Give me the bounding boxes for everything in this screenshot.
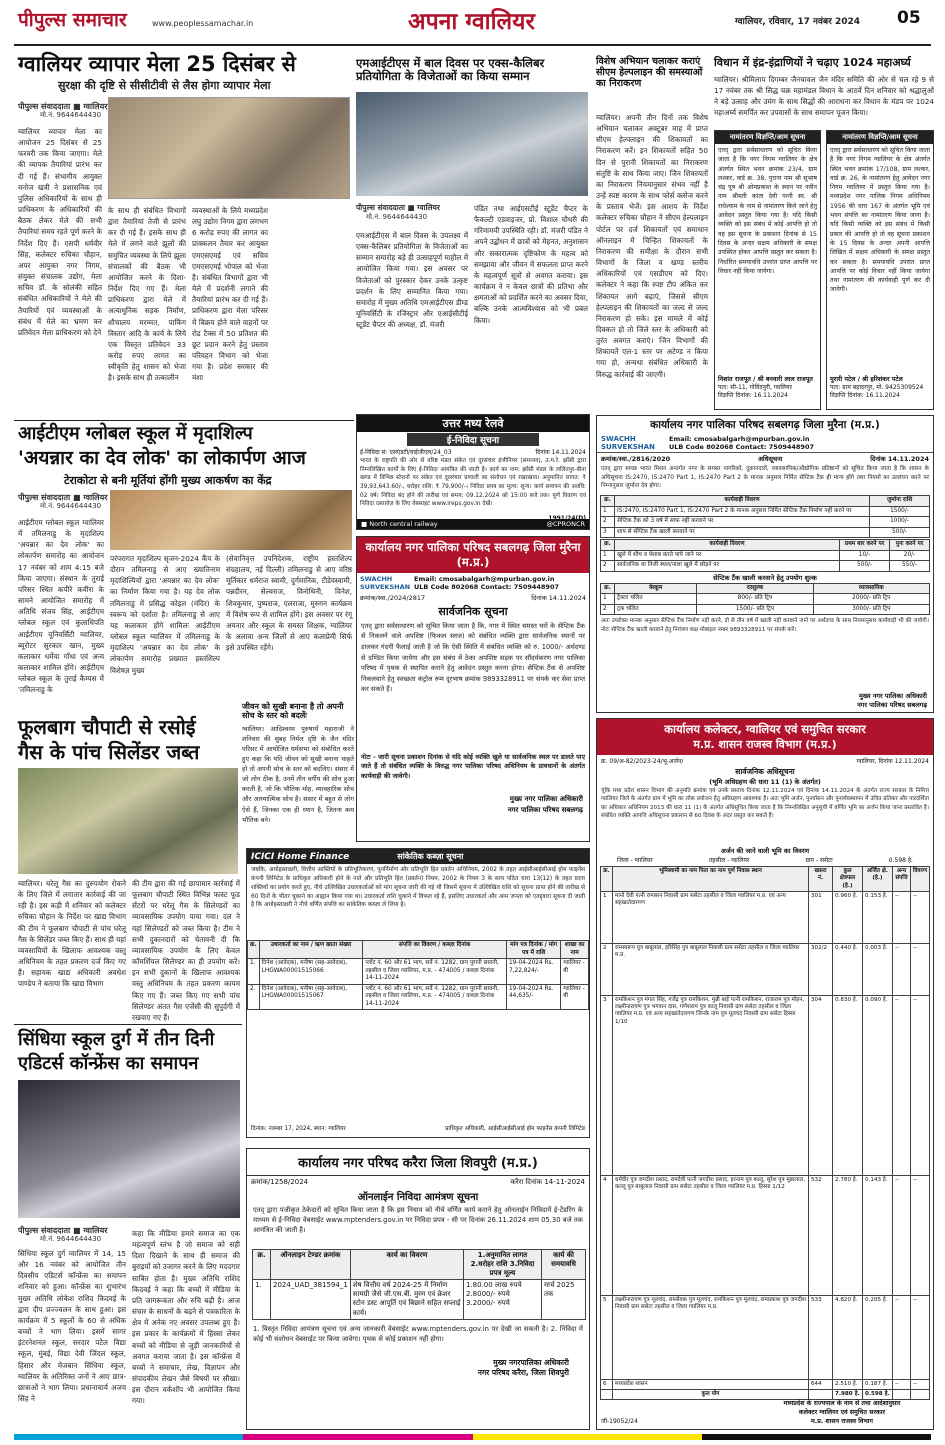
story8-headline-2: एडिटर्स कॉन्फ्रेंस का समापन: [18, 1053, 199, 1074]
land-col: खसरा नं.: [808, 867, 832, 892]
mits-students-photo: [356, 92, 588, 196]
karera-col: कार्य का विवरण: [350, 1250, 463, 1280]
cell: 2000/- प्रति ट्रिप: [813, 594, 929, 605]
cell: 0.960 हे.: [832, 891, 862, 943]
cell: 302/2: [808, 943, 832, 995]
table-row: [248, 959, 589, 985]
cell: 0.187 हे.: [862, 1379, 892, 1389]
nameless1-title: नामांतरण विज्ञप्ति/आम सूचना: [715, 131, 820, 144]
cell: 7.980 हे.: [832, 1390, 862, 1400]
cell: 4.820 हे.: [832, 1295, 862, 1379]
story8-col2: कहा कि मीडिया हमारे समाज का एक महत्वपूर्ण स्तंभ है जो समाज को सही दिशा दिखाने के साथ ही समाज की बुराइयों को उजागर करने के लिए मददगार साबित होता है। मुख्य अतिथि राशिद किदवई ने कहा कि बच्चों में मीडिया के प्रति जागरूकता और रुचि बढ़ी है। आज संचार के साधनों के बढ़ने से पत्रकारिता के क्षेत्र में अनेक नए अवसर उपलब्ध हुए हैं। इस प्रकार के कार्यक्रमों में हिस्सा लेकर बच्चों को मीडिया से जुड़ी जानकारियों से अवगत कराया जाता है। इस कॉन्फ्रेंस में बच्चों ने समाचार, लेख, विज्ञापन और संपादकीय लेखन जैसे विषयों पर सीखा। इस दौरान वर्कशॉप भी आयोजित किया गया।: [132, 1229, 240, 1406]
cell: दिनेश (आवेदक), मनीषा (सह-आवेदक), LHGWA00001515066: [259, 959, 363, 985]
cell: कुल योग: [613, 1390, 809, 1400]
cell: 2.510 हे.: [832, 1379, 862, 1389]
cell: --: [892, 995, 910, 1175]
story5-mobile: मो.नं. 9644644430: [40, 502, 102, 510]
cell: खुले में शौच व पेशाब करते पाये जाने पर: [615, 550, 840, 561]
schedule-title: अर्जन की जाने वाली भूमि का विवरण: [720, 847, 810, 855]
cell: 550/-: [890, 561, 930, 572]
story8-headline-1: सिंधिया स्कूल दुर्ग में तीन दिनी: [18, 1029, 215, 1050]
story7-col1: ग्वालियर। घरेलू गैस का दुरुपयोग रोकने के लिए जिले में लगातार कार्रवाई की जा रही है। इस कड़ी में शनिवार को कलेक्टर रुचिका चौहान के निर्देश पर खाद्य विभाग की टीम ने फूलबाग चौपाटी से पांच घरेलू गैस के सिलेंडर जब्त किए हैं। साथ ही यहां व्यवसायियों के खिलाफ आवश्यक वस्तु अधिनियम के तहत प्रकरण दर्ज किए गए हैं। सहायक खाद्य अधिकारी अवधेश पाण्डेय ने बताया कि खाद्य विभाग: [18, 879, 126, 989]
railway-social: [361, 520, 438, 528]
sabalgarh2-notice: अधिसूचना: [757, 455, 783, 463]
icici-col: शाखा का नाम: [561, 941, 589, 959]
railway-tender-ad: [356, 414, 590, 530]
cell: 301: [808, 891, 832, 943]
cell: 0.440 हे.: [832, 943, 862, 995]
story5-subhead: टेराकोटा से बनी मूर्तियां होंगी मुख्य आकर्षण का केंद्र: [64, 474, 272, 487]
nameless1-sign: निशांत राजपूत / श्री बनवारी लाल राजपूत: [718, 376, 813, 383]
tehsil: तहसील - ग्वालियर: [708, 857, 750, 864]
cell: 0.003 हे.: [862, 943, 892, 995]
karera-notice-heading: ऑनलाईन निविदा आमंत्रण सूचना: [357, 1192, 479, 1203]
karera-tender-notice: [246, 1148, 590, 1430]
karera-intro: एतद् द्वारा पंजीकृत ठेकेदारों को सूचित किया जाता है कि इस नियाय को नीचे वर्णित कार्य कराने हेतु ऑनलाईन निविदायें ई-टेंडरिंग के माध्यम से ई-निविदा वेबसाईट www.mptenders.gov.in पर निविदा प्रपत्र - सी पर दिनांक 26.11.2024 शाम 05.30 बजे तक आमंत्रित की जाती है।: [253, 1206, 583, 1235]
divider: [14, 420, 354, 421]
sabalgarh-ref: क्रमांक/स्वा./2024/2817: [360, 593, 426, 602]
karera-ref: क्रमांक/1258/2024: [251, 1178, 309, 1186]
cell: 0.143 हे.: [862, 1175, 892, 1295]
story4-body: ग्वालियर। श्रीमिलाप दिगम्बर जैनचावल जैन मंदिर समिति की ओर से चल रहे 9 से 17 नवंबर तक श्री सिद्ध चक्र महामंडल विधान के आठवें दिन शनिवार को श्रद्धालुओं ने बड़े उत्साह और उमंग के साथ सिद्धों की आराधना कर विधान के मंडप पर 1024 महाअर्घ्य समर्पित कर उपवासों के साथ समापन पूजन किया।: [714, 75, 934, 118]
story5-byline: पीपुल्स संवाददाता ■ ग्वालियर: [18, 493, 108, 502]
cell: 20/-: [890, 550, 930, 561]
story2-mobile: मो.नं. 9644644430: [366, 213, 428, 221]
print-color-bar: [14, 1434, 931, 1440]
gas-cylinder-photo: [18, 768, 238, 874]
cell: 19-04-2024 Rs. 44,635/-: [506, 984, 560, 1010]
terracotta-photo: [110, 490, 352, 550]
fine2-col: क्र.: [601, 540, 615, 551]
cell: --: [910, 943, 929, 995]
table-row: [601, 527, 930, 538]
cell: मार्च 2025 तक: [542, 1280, 586, 1319]
table-row: [253, 1280, 586, 1319]
cell: 0.090 हे.: [862, 995, 892, 1175]
cell: 800/- प्रति ट्रिप: [697, 594, 813, 605]
cleaning-table: [600, 583, 930, 616]
cell: 10/-: [840, 550, 890, 561]
cell: 3000/- प्रति ट्रिप: [813, 604, 929, 615]
karera-sign2: नगर परिषद करैरा, जिला शिवपुरी: [477, 1367, 569, 1377]
railway-header: उत्तर मध्य रेलवे: [357, 415, 589, 432]
cell: 0.598 हे.: [862, 1390, 892, 1400]
table-row: [601, 506, 930, 517]
sabalgarh2-sign1: मुख्य नगर पालिका अधिकारी: [859, 692, 927, 700]
swachh-logo: SWACHH SURVEKSHAN: [360, 574, 411, 591]
collector-sign3: म.प्र. शासन राजस्व विभाग: [811, 1418, 873, 1425]
district: जिला - ग्वालियर: [617, 857, 653, 864]
sabalgarh2-ref: क्रमांक/स्वा./2816/2020: [601, 455, 671, 463]
icici-col: संपत्ति का विवरण / कब्ज़ा दिनांक: [363, 941, 507, 959]
cell: 2: [601, 561, 615, 572]
story1-subhead: सुरक्षा की दृष्टि से सीसीटीवी से लैस होगा व्यापार मेला: [58, 79, 271, 92]
cell: --: [892, 1175, 910, 1295]
land-col: अन्य संपत्ति: [892, 867, 910, 892]
cell: 6: [601, 1379, 613, 1389]
masthead: [0, 0, 945, 46]
story1-col1: ग्वालियर व्यापार मेला का आयोजन 25 दिसंबर से 25 फरवरी तक किया जाएगा। मेले की व्यापक तैयारियां प्रारंभ कर दी गई हैं। संभागीय आयुक्त मनोज खत्री ने प्रशासनिक एवं पुलिस अधिकारियों के साथ ही प्राधिकरण के अधिकारियों की बैठक लेकर मेले की सभी तैयारियां समय रहते पूर्ण करने के निर्देश दिए हैं। एसपी धर्मवीर सिंह, कलेक्टर रुचिका चौहान, अपर आयुक्त नगर निगम, संयुक्त संचालक उद्योग, मेला सचिव डॉ. के सोलंकी सहित संबंधित अधिकारियों ने मेले की तैयारियों एवं व्यवस्थाओं के संबंध में मेले का भ्रमण कर प्रतिवेदन मेला प्राधिकरण को देने: [18, 127, 102, 337]
karera-col: क्र.: [253, 1250, 271, 1280]
railway-social-text: North central railway: [369, 520, 438, 528]
icici-footer-right: प्राधिकृत अधिकारी, आईसीआईसीआई होम फाइनेंस कंपनी लिमिटेड: [445, 1126, 585, 1132]
cell: --: [892, 1379, 910, 1389]
cell: 1000/-: [870, 517, 930, 528]
karera-title: कार्यालय नगर परिषद करैरा जिला शिवपुरी (म.प्र.): [247, 1149, 589, 1176]
story1-col2: के साथ ही संबंधित विभागों द्वारा तैयारियां तेजी से प्रारंभ कर दी गई हैं। इसके साथ ही मेले में लगने वाले झूलों की समुचित व्यवस्था के लिये झूला संचालकों की बैठक भी आयोजित करने के दिशा-निर्देश दिए गए हैं। मेला प्राधिकरण द्वारा मेले में अत्याधुनिक सड़क निर्माण, शौचालय मरम्मत, पाकिंग विस्तार आदि के कार्य के लिये एक विस्तृत प्रतिवेदन 33 करोड़ रुपए लागत का स्वीकृति हेतु शासन को भेजा है। इसके साथ ही तत्कालीन: [108, 206, 186, 383]
cell: 0.153 हे.: [862, 891, 892, 943]
sabalgarh2-title: कार्यालय नगर पालिका परिषद सबलगढ़ जिला मुरैना (म.प्र.): [650, 419, 880, 431]
karera-col: 1.अनुमानित लागत 2.धरोहर राशि 3.निविदा प्रपत्र मूल्य: [464, 1250, 542, 1280]
railway-title: ई-निविदा सूचना: [407, 433, 539, 446]
cell: प्लॉट नं. 60 और 61 भाग, सर्वे नं. 1282, ग्राम पुरानी छावनी, तहसील व जिला ग्वालियर, म.प्र. - 474005 / कब्ज़ा दिनांक 14-11-2024: [363, 959, 507, 985]
collector-act: (भूमि अधिग्रहण की धारा 11 (1) के अंतर्गत): [709, 778, 821, 786]
cell: ट्रक चलित: [615, 604, 697, 615]
icici-col: उधारकर्ता का नाम / ऋण खाता संख्या: [259, 941, 363, 959]
fine2-table: [600, 539, 930, 572]
cell: 1.: [248, 959, 260, 985]
nameless2-addr: पता: ग्राम बहादरपुर, मो. 9425309524: [830, 384, 924, 391]
land-col: क्र.: [601, 867, 613, 892]
icici-body: जबकि, अधोहस्ताक्षरी, वित्तीय आस्तियों के प्रतिभूतिकरण, पुनर्निर्माण और प्रतिभूति हित प्रवर्तन अधिनियम, 2002 के तहत आईसीआईसीआई होम फाइनेंस कंपनी लिमिटेड के प्राधिकृत अधिकारी होने के नाते और प्रतिभूति हित (प्रवर्तन) नियम, 2002 के नियम 3 के साथ पठित धारा 13(12) के तहत प्रदत्त शक्तियों का प्रयोग करते हुए, नीचे उल्लिखित उधारकर्ताओं को मांग सूचना जारी की गई थी जिसमें सूचना में उल्लिखित राशि को सूचना प्राप्त होने की तारीख से 60 दिनों के भीतर चुकाने का आह्वान किया गया था। उधारकर्ता राशि चुकाने में विफल रहे हैं, इसलिए उधारकर्ता और आम जनता को एतद्द्वारा सूचना दी जाती है कि अधोहस्ताक्षरी ने नीचे वर्णित संपत्ति का सांकेतिक कब्ज़ा ले लिया है।: [251, 867, 585, 909]
cell: 3: [601, 527, 615, 538]
sabalgarh-note: नोटः - जारी सूचना प्रकाशन दिनांक से यदि कोई व्यक्ति खुले या सार्वजनिक स्थल पर डालते पाए जाते हैं तो संबंधित व्यक्ति के विरुद्ध नगर पालिका परिषद अधिनियम के प्रावधानों के अंतर्गत कार्यवाही की जावेगी।: [361, 752, 585, 781]
swachh-logo-2: SWACHH SURVEKSHAN: [601, 435, 655, 451]
cell: लक्ष्मीनारायण पुत्र मूलचंद, रामसेवक पुत्र मूलचंद, रामकिशन पुत्र मूलचंद, रामप्रकाश पुत्र जगदीश निवासी ग्राम ससेटा तहसील व जिला ग्वालियर म.प्र.: [613, 1295, 809, 1379]
cell: 19-04-2024 Rs. 7,22,824/-: [506, 959, 560, 985]
cell: सार्वजनिक या निजी स्थल/नाला खुले में छोड़ने पर: [615, 561, 840, 572]
icici-possession-notice: [246, 848, 590, 1138]
cell: 3: [601, 995, 613, 1175]
fine-table: [600, 495, 930, 538]
sabalgarh2-date: दिनांक 14.11.2024: [870, 455, 929, 463]
collector-sign1: मध्यप्रदेश के राज्यपाल के नाम से तथा आदेशानुसार: [783, 1400, 901, 1407]
railway-body: भारत के राष्ट्रपति की ओर से वरिष्ठ मंडल संकेत एवं दूरसंचार इंजीनियर (समन्वय), उ.म.रे. झाँसी द्वारा निम्नलिखित कार्यों के लिए ई-निविदा आमंत्रित की जाती है। कार्य का नाम: झाँसी मंडल के ललितपुर-बीना खण्ड में विभिन्न स्टेशनों पर संकेत एवं दूरसंचार प्रणाली का संशोधन एवं रखरखाव। अनुमानित लागत: ₹ 39,93,643.60/-, धरोहर राशि: ₹ 79,900/-। निविदा प्रपत्र का मूल्य: शून्य। कार्य समापन की अवधि: 02 वर्ष। निविदा बंद होने की तारीख एवं समय: 09.12.2024 को 15:00 बजे तक। पूर्ण विवरण एवं निविदा दस्तावेज़ के लिए वेबसाइट www.ireps.gov.in देखें।: [360, 458, 586, 508]
cell: --: [892, 891, 910, 943]
collector-notice: सार्वजनिक अधिसूचना: [735, 767, 795, 776]
story8-mobile: मो.नं. 9644644430: [40, 1235, 102, 1243]
cell: 2024_UAD_381594_1: [271, 1280, 351, 1319]
story1-col3: व्यवस्थाओं के लिये मध्यप्रदेश लघु उद्योग निगम द्वारा लगभग 6 करोड़ रुपए की लागत का प्राक्कलन तैयार कर आयुक्त एमएसएमई एवं सचिव एमएसएमई भोपाल को भेजा है। संबंधित विभागों द्वारा भी मेले में प्रदर्शनी लगाने की तैयारियां प्रारंभ कर दी गई हैं। प्राधिकरण द्वारा मेला परिसर में बिक्रय होने वाले वाहनों पर रोड टैक्स में 50 प्रतिशत की छूट प्रदान करने हेतु प्रस्ताव परिवहन विभाग को भेजा गया है। प्रदेश सरकार की मंशा: [192, 206, 268, 383]
story5-col2: परंपरागत मृदाशिल्प सृजन-2024 कैंप के दौरान तमिलनाडु से आए ख्यातिनाम मृदाशिल्पियों द्वारा 'अयन्नार का देव लोक' का निर्माण किया गया है। यह देव लोक तमिलनाडु में प्रसिद्ध कोइल (मंदिर) के स्वरूप को दर्शाता है। तमिलनाडु से आए यह कलाकार होंगे शामिलः आईटीएम ग्लोबल स्कूल ग्वालियर में तमिलनाडु के मृदाशिल्प 'अयन्नार का देव लोक' के लोकार्पण समारोह प्रख्यात हस्तशिल्प विशेषज्ञ मुख्य: [110, 554, 220, 675]
story7-col2: की टीम द्वारा की गई छापामार कार्रवाई में फूलबाग चौपाटी स्थित विभिन्न फास्ट फूड सेंटरों पर घरेलू गैस के सिलेण्डरों का व्यावसायिक उपयोग पाया गया। दल ने यहां सिलेण्डरों को जब्त किया है। टीम ने सभी दुकानदारों को चेतावनी दी कि व्यावसायिक उपयोग के लिए केवल कॉमर्शियल सिलेण्डर का ही उपयोग करें। इन सभी दुकानों के खिलाफ आवश्यक वस्तु अधिनियम के तहत प्रकरण कायम किए गए हैं। जब्त किए गए सभी पांच सिलेण्डर अंतत गैस एजेंसी की सुपुर्दगी में रखवाए गए हैं।: [132, 879, 240, 1022]
karera-col: ऑनलाइन टेण्डर क्रमांक: [271, 1250, 351, 1280]
fine2-col: पुनः करने पर: [890, 540, 930, 551]
cell: सेप्टिक टैंक को 3 वर्ष में साफ नहीं करवाने पर: [615, 517, 870, 528]
village: ग्राम - ससेटा: [805, 857, 833, 864]
railway-ref: ई-निविदा सं: एसएंडटी/वाईजीएल/24_03: [360, 449, 452, 456]
cell: 644: [808, 1379, 832, 1389]
newspaper-logo: पीपुल्स समाचार: [18, 9, 127, 31]
table-row: [601, 943, 930, 995]
cell: --: [910, 891, 929, 943]
cell: 1500/-: [870, 506, 930, 517]
social-icon: ■: [361, 520, 370, 528]
sabalgarh-ulb: ULB Code 802068 Contact: 7509448907: [414, 582, 560, 591]
cell: 2: [601, 943, 613, 995]
sabalgarh2-ulb: ULB Code 802068 Contact: 7509448907: [669, 443, 815, 451]
nameless2-body: एतद् द्वारा सर्वसाधारण को सूचित किया जाता है कि नगर निगम ग्वालियर के क्षेत्र अंतर्गत स्थित भवन क्रमांक 17/108, ग्राम लश्कर, वार्ड क्र. 26, के नामांतरण हेतु आवेदन नगर निगम ग्वालियर में प्रस्तुत किया गया है। मध्यप्रदेश नगर पालिक निगम अधिनियम 1956 की धारा 167 के अंतर्गत भूमि एवं भवन संपत्ति का नामांतरण किया जाना है। यदि किसी व्यक्ति को इस संबंध में किसी प्रकार की आपत्ति हो तो वह सूचना प्रकाशन के 15 दिवस के अन्दर अपनी आपत्ति लिखित में सक्षम अधिकारी के समक्ष प्रस्तुत कर सकता है। समयावधि उपरांत प्राप्त आपत्ति पर कोई विचार नहीं किया जायेगा तथा नामांतरण की कार्यवाही पूर्ण कर दी जायेगी।: [830, 147, 930, 294]
sabalgarh-notification: [596, 415, 934, 713]
cell: --: [910, 995, 929, 1175]
land-col: अर्जित क्षे. (हे.): [862, 867, 892, 892]
conference-photo: [18, 1080, 240, 1218]
story7-headline-1: फूलबाग चौपाटी से रसोई: [18, 715, 196, 739]
sabalgarh-title: कार्यालय नगर पालिका परिषद सबलगढ़ जिला मुरैना (म.प्र.): [357, 537, 589, 573]
sabalgarh2-sign2: नगर पालिका परिषद सबलगढ़: [857, 701, 927, 709]
icici-table: [247, 940, 589, 1010]
land-col: विवरण: [910, 867, 929, 892]
cleaning-title: सेप्टिक टैंक खाली करवाने हेतु उपयोग शुल्क: [713, 573, 817, 582]
cell: रामकिशन पुत्र मंगल सिंह, गजेंद्र पुत्र रामकिशन, मुन्नी बाई पत्नी रामकिशन, राजाराम पुत्र मोहन, लक्ष्मीनारायण पुत्र भगवान दास, गणेशराम पुत्र कालू निवासी ग्राम ससेटा तहसील व जिला ग्वालियर म.प्र. एवं अन्य सहखातेदारगण जिनके नाम पुत्र मूलचंद निवासी ग्राम ससेटा हिस्सा 1/10: [613, 995, 809, 1175]
sabalgarh-notice-heading: सार्वजनिक सूचना: [438, 604, 508, 618]
cell: 532: [808, 1175, 832, 1295]
section-title: अपना ग्वालियर: [408, 9, 535, 35]
table-row: [601, 995, 930, 1175]
cell: 1: [601, 891, 613, 943]
divider: [14, 1024, 242, 1025]
story5-headline-2: 'अयन्नार का देव लोक' का लोकार्पण आज: [18, 447, 306, 469]
cell: 4: [601, 1175, 613, 1295]
story2-col1: एमआईटीएस में बाल दिवस के उपलक्ष्य में एक्स-कैलिबर प्रतियोगिता के विजेताओं का सम्मान समारोह बड़े ही उत्साहपूर्ण माहौल में आयोजित किया गया। इस अवसर पर विजेताओं को पुरस्कार देकर उनके उत्कृष्ट प्रदर्शन के लिए सम्मानित किया गया। समारोह में मुख्य अतिथि एमआईटीएस डीम्ड यूनिवर्सिटी के रजिस्ट्रार और एआईसीटीई स्टूडेंट चैप्टर की अध्यक्ष, डॉ. मंजरी: [356, 231, 468, 330]
cell: मध्यप्रदेश शासन: [613, 1379, 809, 1389]
land-acquisition-notice: [596, 718, 934, 1430]
story2-headline: एमआईटीएस में बाल दिवस पर एक्स-कैलिबर प्रतियोगिता के विजेताओं का किया सम्मान: [356, 56, 545, 84]
total-area: 0.598 हे.: [888, 857, 913, 864]
cell: 2: [601, 604, 615, 615]
story1-byline: पीपुल्स संवाददाता ■ ग्वालियर: [18, 102, 108, 111]
icici-logo: ICICI Home Finance: [251, 851, 350, 862]
cell: 5: [601, 1295, 613, 1379]
sabalgarh2-email: Email: cmosabalgarh@mpurban.gov.in: [669, 435, 810, 443]
masthead-rule: [14, 44, 931, 46]
fine2-col: प्रथम बार करने पर: [840, 540, 890, 551]
cell: ग्वालियर - बी: [561, 984, 589, 1010]
table-row: [601, 561, 930, 572]
sabalgarh-date: दिनांक 14.11.2024: [531, 593, 586, 602]
collector-date: ग्वालियर, दिनांक 12.11.2024: [856, 758, 929, 765]
collector-subtitle: म.प्र. शासन राजस्व विभाग (म.प्र.): [693, 738, 837, 751]
table-row: [601, 1175, 930, 1295]
fine-col: कार्यवाही विवरण: [615, 496, 870, 507]
page-number: 05: [897, 8, 921, 28]
cell: दिनेश (आवेदक), मनीषा (सह-आवेदक), LHGWA00001515067: [259, 984, 363, 1010]
fine-col: जुर्माना राशि: [870, 496, 930, 507]
nameless1-body: एतद् द्वारा सर्वसाधारण को सूचित किया जाता है कि नगर निगम ग्वालियर के क्षेत्र अंतर्गत स्थित भवन क्रमांक 23/4, ग्राम लश्कर, वार्ड क्र. 38, पुराना नाम श्री सुभाष चंद्र पुत्र श्री ओमप्रकाश के स्थान पर नवीन नाम श्रीमती कांता देवी पत्नी स्व. श्री राधेश्याम के नाम से नामांतरण किये जाने हेतु आवेदन प्रस्तुत किया गया है। यदि किसी व्यक्ति को इस संबंध में कोई आपत्ति हो तो वह इस सूचना के प्रकाशन दिनांक से 15 दिवस के अन्दर सक्षम अधिकारी के समक्ष उपस्थित होकर आपत्ति प्रस्तुत कर सकता है। निर्धारित समयावधि उपरांत प्राप्त आपत्ति पर विचार नहीं किया जायेगा।: [718, 147, 817, 275]
dateline: ग्वालियर, रविवार, 17 नवंबर 2024: [735, 17, 860, 27]
cell: --: [892, 1295, 910, 1379]
table-row: [601, 1295, 930, 1379]
clean-col: क्र.: [601, 583, 615, 594]
table-row: [601, 550, 930, 561]
icici-col: क्र.: [248, 941, 260, 959]
karera-sign1: मुख्य नगरपालिका अधिकारी: [493, 1357, 569, 1367]
cell: 533: [808, 1295, 832, 1379]
table-row: [248, 984, 589, 1010]
cell: 1.: [253, 1280, 271, 1319]
cell: प्लॉट नं. 60 और 61 भाग, सर्वे नं. 1282, ग्राम पुरानी छावनी, तहसील व जिला ग्वालियर, म.प्र. - 474005 / कब्ज़ा दिनांक 14-11-2024: [363, 984, 507, 1010]
cell: 1: [601, 550, 615, 561]
cell: शाप से सेप्टिक टैंक खाली करवाने पर: [615, 527, 870, 538]
cell: --: [910, 1379, 929, 1389]
cell: IS:2470, IS:2470 Part 1, IS:2470 Part 2 के मानक अनुसार निर्मित सेप्टिक टैंक निर्माण नहीं करने पर: [615, 506, 870, 517]
karera-date: करैरा दिनांक 14-11-2024: [510, 1178, 585, 1186]
cell: 500/-: [840, 561, 890, 572]
clean-col: व्यावसायिक: [813, 583, 929, 594]
icici-title: सांकेतिक कब्ज़ा सूचना: [397, 852, 464, 861]
cell: ट्रैक्टर चलित: [615, 594, 697, 605]
nameless1-date: विज्ञप्ति दिनांक: 16.11.2024: [718, 392, 788, 399]
table-row: [601, 517, 930, 528]
table-row: [601, 1379, 930, 1389]
sabalgarh-body: एतद् द्वारा सर्वसाधारण को सूचित किया जाता है कि, नगर में स्थित समस्त घरों के सेप्टिक टैंक से निकलने वाले अपशिष्ट (फिकल स्लज) को संबंधित व्यक्ति द्वारा सार्वजनिक स्थानों पर डालकर गंदगी फैलाई जाती है जो कि ऐसी स्थिति में संबंधित व्यक्ति को रु. 1000/- अर्थदण्ड से दण्डित किया जायेगा और इस संबंध में ठेका अपशिष्ट सड़क पर सौंदर्यकरण नगर पालिका परिषद में पृथक से स्थापित कराने हेतु आवेदन प्रस्तुत करना होगा। सेप्टिक टैंक से अपशिष्ट निकलवाने हेतु स्वच्छता कंट्रोल रूम दूरभाष क्रमांक 9893328911 पर संपर्क कर सेवा प्राप्त कर सकते हैं।: [361, 621, 585, 694]
cell: --: [892, 943, 910, 995]
table-row: [601, 891, 930, 943]
collector-sign2: कलेक्टर ग्वालियर एवं समुचित सरकार: [798, 1409, 886, 1416]
cell: ग्वालियर - बी: [561, 959, 589, 985]
cell: 1: [601, 506, 615, 517]
icici-footer-left: दिनांक: नवम्बर 17, 2024, स्थान: ग्वालियर: [251, 1126, 346, 1132]
fine2-col: कार्यवाही विवरण: [615, 540, 840, 551]
trade-fair-photo: [108, 97, 350, 199]
cell: धर्मवीर पुत्र जगदीश प्रसाद, रामदेवी पत्नी जगदीश प्रसाद, हरनाम पुत्र कालू, सुरेश पुत्र मुन्नालाल, कल्लू पुत्र बाबूलाल निवासी ग्राम ससेटा तहसील व जिला ग्वालियर म.प्र. हिस्सा 1/12: [613, 1175, 809, 1295]
nameless2-date: विज्ञप्ति दिनांक: 16.11.2024: [830, 392, 900, 399]
collector-body: चूंकि मध्य प्रदेश शासन विभाग की अनुमति क्रमांक एवं उनके प्रस्ताव दिनांक 12.11.2024 एवं दिनांक 14.11.2024 के अंतर्गत राज्य सरकार के निमित्त ग्वालियर जिले के अंतर्गत ग्राम में भूमि का लोक प्रयोजन हेतु अधिग्रहण आवश्यक है। अतः भूमि अर्जन, पुनर्वासन और पुनर्व्यवस्थापन में उचित प्रतिकर और पारदर्शिता का अधिकार अधिनियम 2013 की धारा 11 (1) के अंतर्गत अधिसूचित किया जाता है कि निम्नलिखित अनुसूची में वर्णित भूमि का अर्जन किया जाना प्रस्तावित है। संबंधित व्यक्ति आपत्ति अधिसूचना प्रकाशन से 60 दिवस के अंदर प्रस्तुत कर सकते हैं।: [601, 788, 929, 820]
story2-col2: पंडित तथा आईएसटीई स्टूडेंट चैप्टर के फैकल्टी एडवाइजर, प्रो. विशाल चौधरी की गरिमामयी उपस्थिति रही। डॉ. मंजरी पंडित ने अपने उद्बोधन में छात्रों को मेहनत, अनुशासन और सकारात्मक दृष्टिकोण के महत्व को समझाया और जीवन में सफलता प्राप्त करने के महत्वपूर्ण सूत्रों से अवगत कराया। इस कार्यक्रम ने न केवल छात्रों की प्रतिभा और क्षमताओं को प्रदर्शित करने का अवसर दिया, बल्कि उनके आत्मविश्वास को भी प्रबल किया।: [474, 204, 588, 325]
story5-col1: आईटीएम ग्लोबल स्कूल ग्वालियर में तमिलनाडु के मृदाशिल्प 'अयन्नार का देव लोक' का लोकार्पण समारोह का आयोजन 17 नवंबर को शाम 4:15 बजे किया जाएगा। संस्थान के तुराई परिसर स्थित कपीरे कवीरा के सामने आयोजित समारोह में अतिथि संजय सिंह, आईटीएम ग्लोबल स्कूल एवं कुलाधिपति आईटीएम यूनिवर्सिटी ग्वालियर, ब्यूरोटर सुरकार खान, मुख्य कलाकार धर्मेया गाँधा एवं अन्य कलाकार शामिल होंगे। आईटीएम ग्लोबल स्कूल के तुराई कैम्पस में 'तमिलनाडु के: [18, 518, 104, 695]
collector-code: जी-19052/24: [601, 1418, 638, 1425]
cell: 500/-: [870, 527, 930, 538]
story5-headline-1: आईटीएम ग्लोबल स्कूल में मृदाशिल्प: [18, 423, 253, 444]
cell: 1500/- प्रति ट्रिप: [697, 604, 813, 615]
cell: शेष वित्तीय वर्ष 2024-25 में निर्माण सामग्री जैसे जी.एस.बी. मुरम एवं क्रेशर स्टोन डस्ट आपूर्ति एवं बिछाने सहित सप्लाई कार्य।: [350, 1280, 463, 1319]
karera-table: [252, 1249, 586, 1320]
nameless-notice-2: [826, 130, 934, 410]
story3-headline: विशेष अभियान चलाकर कराएं सीएम हेल्पलाइन की समस्याओं का निराकरण: [596, 56, 703, 89]
cell: 1.80.00 लाख रुपये 2.8000/- रुपये 3.2000/- रुपये: [464, 1280, 542, 1319]
clean-col: वेस्कूम: [615, 583, 697, 594]
story6-body: ग्वालियर। आदिश्वरम पुरुषार्थ महाराजी ने शनिवार की सुबह निर्मल दृष्टि के जैन मंदिर परिसर में आयोजित धर्मसभा को संबोधित करते हुए कहा कि यदि जीवन को सुखी बनाना चाहते हो तो अपनी सोच के स्तर को बदलिए। संसार में जो लोग ठीक है, उनमें तीन वर्गीय की सोच हुआ करती है, जो कि भौतिक मोह, व्यावहारिक सोच और आध्यात्मिक सोच है। संसार में बहुत से लोग ऐसे हैं, जिनका एक ही ध्यान है, जितना कम भौतिक बने।: [242, 725, 354, 824]
sabalgarh2-body: एतद् द्वारा स्वच्छ भारत मिशन अन्तर्गत नगर के समस्त नागरिकों, दुकानदारों, व्यावसायिक/औद्योगिक प्रतिष्ठानों को सूचित किया जाता है कि शासन के अधिसूचना IS:2470, IS:2470 Part 1, IS:2470 Part 2 के मानक अनुसार निर्मित सेप्टिक टैंक ही मान्य होंगे तथा नियमों का उल्लंघन करने पर निम्नानुसार जुर्माना देय होगा।: [601, 466, 929, 490]
cell: 2.780 हे.: [832, 1175, 862, 1295]
icici-col: मांग पत्र दिनांक / मांग पत्र में राशि: [506, 941, 560, 959]
nameless1-addr: पता: सी-11, गोविंदपुरी, ग्वालियर: [718, 384, 792, 391]
railway-handle: @CPRONCR: [546, 520, 585, 528]
cell: 2.: [248, 984, 260, 1010]
cell: 2: [601, 517, 615, 528]
land-col: कुल क्षेत्रफल (हे.): [832, 867, 862, 892]
story8-byline: पीपुल्स संवाददाता ■ ग्वालियर: [18, 1226, 108, 1235]
table-row: [601, 594, 930, 605]
clean-col: दरशुल्क: [697, 583, 813, 594]
collector-title: कार्यालय कलेक्टर, ग्वालियर एवं समुचित सरकार: [664, 722, 866, 736]
story4-headline: विधान में इंद्र-इंद्राणियों ने चढ़ाए 1024 महाअर्घ्य: [714, 56, 911, 69]
website-url: www.peoplessamachar.in: [152, 19, 254, 28]
cell: रामस्वरूप पुत्र बाबूलाल, हरिसिंह पुत्र बाबूलाल निवासी ग्राम ससेटा तहसील व जिला ग्वालियर म.प्र.: [613, 943, 809, 995]
nameless2-title: नामांतरण विज्ञप्ति/आम सूचना: [827, 131, 933, 144]
story3-body: ग्वालियर। अपनी तीन दिनों तक विशेष अभियान चलाकर अक्टूबर माह में प्राप्त सीएम हेल्पलाइन की शिकायतों का निराकरण करें। इन शिकायतों सहित 50 दिन से पुरानी शिकायतों का निराकरण संतुष्टि के साथ किया जाए। जिन शिकायतों का निराकरण नियमानुसार संभव नहीं है उन्हें स्पष्ट कारण के साथ फोर्स क्लोज करने के प्रस्ताव भेजें। इस आशय के निर्देश कलेक्टर रुचिका चौहान ने सीएम हेल्पलाइन पोर्टल पर दर्ज शिकायतों एवं समाधान ऑनलाइन में चिन्हित शिकायतों के निराकरण की समीक्षा के दौरान सभी विभागों के जिला व खण्ड स्तरीय अधिकारियों एवं एसडीएम को दिए। कलेक्टर ने कहा कि स्पष्ट टीप अंकित कर शिकायत आगे बढ़ाएं, जिससे सीएम हेल्पलाइन की शिकायतों का जल्द से जल्द निराकरण हो सके। इस मामले में कोई दिक्कत हो तो जिले स्तर के अधिकारी को तुरंत अवगत कराएं। जिन विभागों की शिकायतें एल-1 स्तर पर अटेण्ड न किया गया हो, अन्यथा संबंधित अधिकारी के विरुद्ध कार्रवाई की जाएगी।: [596, 113, 708, 379]
cell: 0.830 हे.: [832, 995, 862, 1175]
collector-ref: क्र. 09/अ-82/2023-24/भू-अर्जन/: [601, 758, 684, 765]
story6-headline: जीवन को सुखी बनाना है तो अपनी सोच के स्तर को बदलेंः: [242, 702, 344, 721]
story2-byline: पीपुल्स संवाददाता ■ ग्वालियर: [356, 203, 440, 212]
cell: 304: [808, 995, 832, 1175]
karera-col: कार्य की समयावधि: [542, 1250, 586, 1280]
land-col: भूमिस्वामी का नाम पिता का नाम पूर्ण निवास स्थान: [613, 867, 809, 892]
cell: --: [910, 1175, 929, 1295]
sabalgarh-public-notice: [356, 536, 590, 842]
story8-col1: सिंधिया स्कूल दुर्ग ग्वालियर में 14, 15 और 16 नवंबर को आयोजित तीन दिवसीय एडिटर्स कॉन्फ्रेंस का समापन शनिवार को हुआ। कॉन्फ्रेंस का शुभारंभ मुख्य अतिथि लोकेश राशिद किदवई के द्वारा दीप प्रज्ज्वलन के साथ हुआ। इस कार्यक्रम में 5 स्कूलों के 60 से अधिक बच्चों ने भाग लिया। इसमें सागर इंटरनेशनल स्कूल, सरदार पटेल विद्या स्कूल, मुंबई, विद्या देवी जिंदल स्कूल, हिसार और मेजबान सिंधिया स्कूल, ग्वालियर के अतिरिक्त जनों ने आए छात्र-छात्राओं ने भाग लिया। प्रधानाचार्य अजय सिंह ने: [18, 1249, 126, 1404]
story1-mobile: मो.नं. 9644644430: [40, 111, 102, 119]
railway-date: दिनांक 14.11.2024: [535, 449, 586, 456]
cell: --: [910, 1295, 929, 1379]
sabalgarh-sign1: मुख्य नगर पालिका अधिकारी: [509, 794, 583, 803]
sabalgarh2-note: अतः उपरोक्त मानक अनुसार सेप्टिक टैंक निर्माण नहीं करने, दो से तीन वर्ष में खाली नहीं करवाने जाने पर अर्थदण्ड के साथ नियमानुसार कार्यवाही भी की जायेगी। नोटः सेप्टिक टैंक खाली करवाने हेतु नियंत्रण कक्ष मोबाइल नम्बर 9893328911 पर संपर्क करें।: [601, 618, 929, 633]
cell: मानो देवी पत्नी रामबरन निवासी ग्राम ससेटा तहसील व जिला ग्वालियर म.प्र. एवं अन्य सहखातेदारगण: [613, 891, 809, 943]
cell: 0.205 हे.: [862, 1295, 892, 1379]
nameless-notice-1: [714, 130, 821, 410]
karera-notes: 1. विस्तृत निविदा आमंत्रण सूचना एवं अन्य जानकारी वेबसाईट www.mptenders.gov.in पर देखी जा सकती है। 2. निविदा में कोई भी संशोधन वेबसाईट पर किया जावेगा। पृथक से कोई प्रकाशन नहीं होगा।: [253, 1324, 583, 1343]
sabalgarh-sign2: नगर पालिका परिषद सबलगढ़: [507, 805, 583, 814]
table-row: [601, 604, 930, 615]
story1-headline: ग्वालियर व्यापार मेला 25 दिसंबर से: [18, 52, 296, 76]
story7-headline-2: गैस के पांच सिलेंडर जब्त: [18, 740, 200, 764]
fine-col: क्र.: [601, 496, 615, 507]
nameless2-sign: मुरारी पटेल / श्री हरिशंकर पटेल: [830, 376, 903, 383]
land-table: [600, 866, 930, 1400]
cell: 1: [601, 594, 615, 605]
sabalgarh-email: Email: cmosabalgarh@mpurban.gov.in: [414, 574, 555, 583]
story5-col3: (सेवानिवृत्त उपनिदेशक, राष्ट्रीय हस्तशिल्प संग्रहालय, नई दिल्ली) तमिलनाडु से आए वरिष्ठ मूर्तिकार धर्मराज स्वामी, दुर्गमानिक, टीडेवस्वामी, पन्नदीरन, सेल्वराज, विनोथिनी, विनेश, शिवकुमार, पुष्पराज, एलराजा, मुरुगन कार्यक्रम में विशेष रूप से शामिल होंगे। इस अवसर पर रंगू अयनार और स्कूल के समस्त शिक्षक, ग्वालियर के अलावा अन्य जिलों से आए कलाप्रेमी सिर्फ इसे उपस्थित रहेंगे।: [226, 554, 352, 653]
